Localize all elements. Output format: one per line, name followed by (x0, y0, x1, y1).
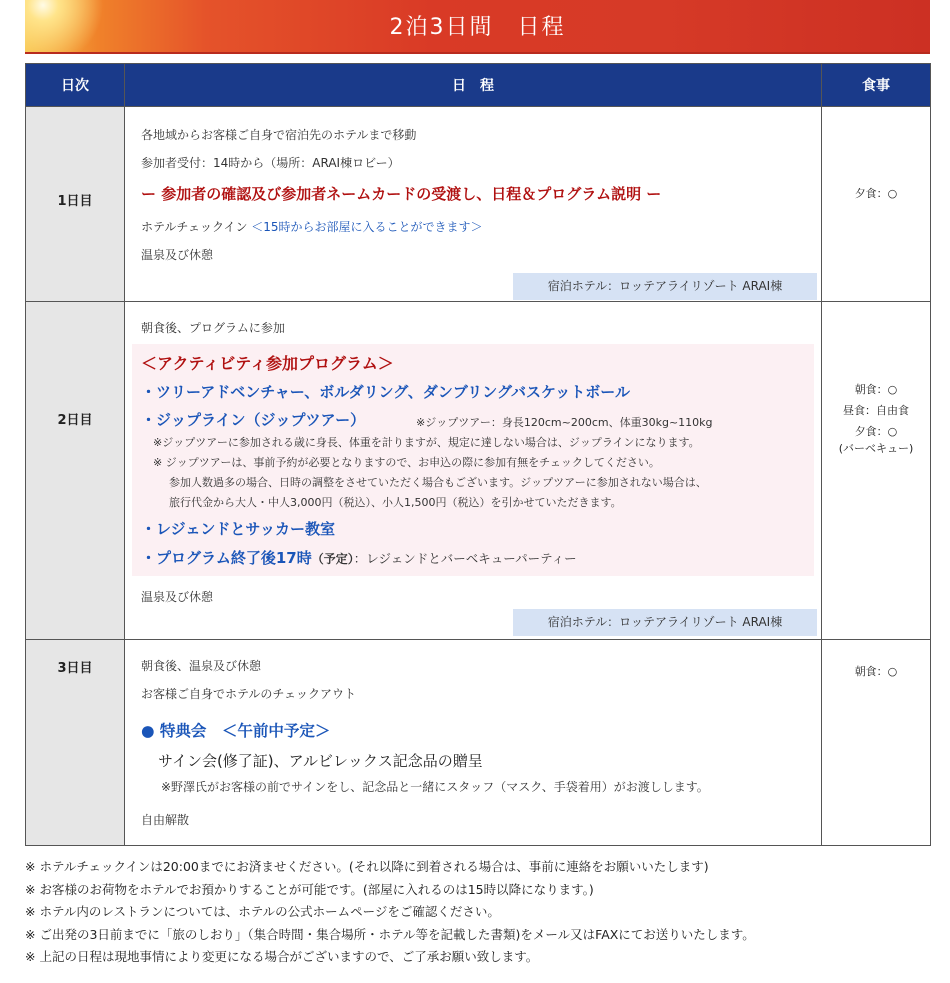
schedule-table (25, 63, 931, 846)
footnote-4: ※ ご出発の3日前までに「旅のしおり」（集合時間・集合場所・ホテル等を記載した書類)をメール又はFAXにてお送りいたします。 (25, 926, 755, 942)
day1-row (26, 107, 931, 302)
day1-line-1: 各地域からお客様ご自身で宿泊先のホテルまで移動 (141, 128, 417, 142)
bonus-note: ※野澤氏がお客様の前でサインをし、記念品と一緒にスタッフ（マスク、手袋着用）がお渡しします。 (161, 780, 709, 794)
bonus-title: ● 特典会 ＜午前中予定＞ (141, 722, 331, 740)
footnote-1: ※ ホテルチェックインは20:00までにお済ませください。(それ以降に到着される場合は、事前に連絡をお願いいたします) (25, 859, 709, 874)
program-item-3: ・レジェンドとサッカー教室 (141, 520, 336, 538)
day2-label: 2日目 (57, 413, 93, 428)
day3-label-cell (26, 640, 125, 846)
day1-schedule-cell (125, 107, 822, 302)
day2-row (26, 302, 931, 640)
day1-label-cell (26, 107, 125, 302)
day1-meal: 夕食：○ (854, 187, 898, 200)
day3-line-1: 朝食後、温泉及び休憩 (141, 659, 262, 673)
day3-meal-cell (822, 640, 931, 846)
day2-hotel: 宿泊ホテル：ロッテアライリゾート ARAI棟 (513, 609, 817, 636)
activity-program-box (132, 344, 814, 576)
table-header-row (26, 64, 931, 107)
zip-note-4: 旅行代金から大人・中人3,000円（税込）、小人1,500円（税込）を引かせていただきます。 (169, 496, 622, 509)
zip-note-3: 参加人数過多の場合、日時の調整をさせていただく場合もございます。ジップツアーに参加されない場合は、 (169, 476, 707, 489)
day1-hotel: 宿泊ホテル：ロッテアライリゾート ARAI棟 (513, 273, 817, 300)
program-item-4-desc: ：レジェンドとバーベキューパーティー (353, 551, 577, 566)
day2-meal-cell (822, 302, 931, 640)
zip-tour-limits: ※ジップツアー：身長120cm~200cm、体重30kg~110kg (416, 416, 713, 429)
bonus-item: サイン会(修了証)、アルビレックス記念品の贈呈 (158, 752, 483, 770)
page-title: 2泊3日間 日程 (389, 15, 566, 40)
day1-onsen: 温泉及び休憩 (141, 248, 214, 262)
day1-meal-cell (822, 107, 931, 302)
footnote-2: ※ お客様のお荷物をホテルでお預かりすることが可能です。(部屋に入れるのは15時以降になります。) (25, 881, 594, 897)
day3-end: 自由解散 (141, 813, 190, 827)
program-item-1: ・ツリーアドベンチャー、ボルダリング、ダンブリングバスケットボール (141, 383, 631, 401)
program-item-2: ・ジップライン（ジップツアー） (141, 411, 366, 429)
day1-line-2: 参加者受付：14時から（場所：ARAI棟ロビー） (141, 156, 400, 170)
header-schedule: 日 程 (125, 64, 822, 107)
day2-dinner-note: (バーベキュー) (838, 442, 914, 455)
day1-checkin-label: ホテルチェックイン (141, 220, 248, 234)
program-title: ＜アクティビティ参加プログラム＞ (141, 354, 394, 373)
day3-label: 3日目 (57, 661, 93, 676)
day1-checkin-note: ＜15時からお部屋に入ることができます＞ (251, 220, 483, 234)
day3-line-2: お客様ご自身でホテルのチェックアウト (141, 687, 357, 701)
header-meal: 食事 (822, 64, 931, 107)
day2-intro: 朝食後、プログラムに参加 (141, 321, 285, 335)
footnotes (25, 856, 755, 969)
program-item-4-time: ・プログラム終了後17時 (141, 549, 312, 567)
day2-meals (823, 379, 929, 456)
day2-schedule-cell (125, 302, 822, 640)
zip-note-2: ※ ジップツアーは、事前予約が必要となりますので、お申込の際に参加有無をチェックしてください。 (153, 456, 660, 469)
footnote-5: ※ 上記の日程は現地事情により変更になる場合がございますので、ご了承お願い致します。 (25, 949, 539, 964)
program-item-4 (141, 547, 577, 568)
footnote-3: ※ ホテル内のレストランについては、ホテルの公式ホームページをご確認ください。 (25, 904, 500, 919)
day3-schedule-cell (125, 640, 822, 846)
day2-lunch: 昼食：自由食 (843, 404, 909, 417)
day1-highlight: ー 参加者の確認及び参加者ネームカードの受渡し、日程＆プログラム説明 ー (141, 185, 662, 203)
program-item-4-tentative: （予定） (311, 552, 354, 566)
day3-meal: 朝食：○ (854, 665, 898, 678)
day2-label-cell (26, 302, 125, 640)
day2-dinner: 夕食：○ (854, 425, 898, 438)
day3-row (26, 640, 931, 846)
day1-checkin (141, 218, 483, 235)
header-day: 日次 (26, 64, 125, 107)
day1-label: 1日目 (57, 194, 93, 209)
day2-onsen: 温泉及び休憩 (141, 590, 214, 604)
day2-breakfast: 朝食：○ (854, 383, 898, 396)
zip-note-1: ※ジップツアーに参加される歳に身長、体重を計りますが、規定に達しない場合は、ジップラインになります。 (153, 436, 700, 449)
